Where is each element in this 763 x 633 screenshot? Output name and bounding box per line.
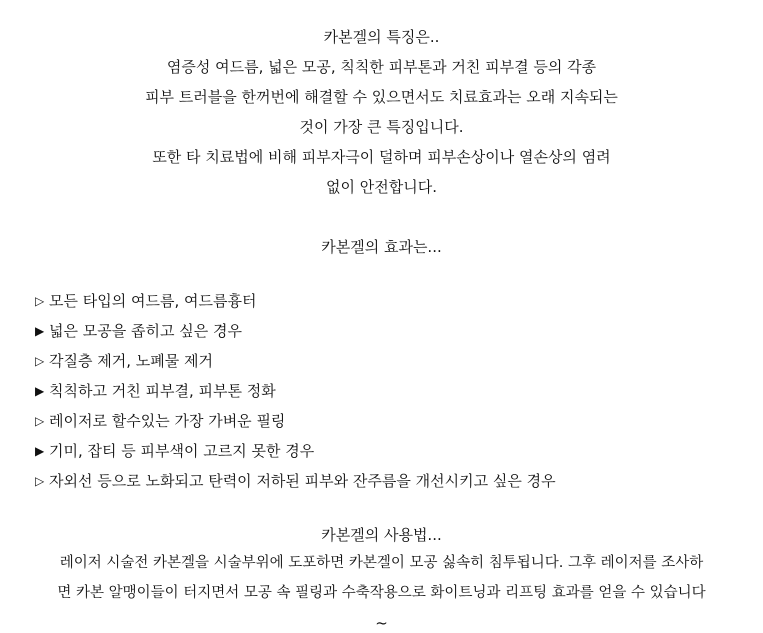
features-line-2: 피부 트러블을 한꺼번에 해결할 수 있으면서도 치료효과는 오래 지속되는 bbox=[145, 88, 618, 106]
effects-item-text: 넓은 모공을 좁히고 싶은 경우 bbox=[49, 322, 242, 340]
effects-item-text: 레이저로 할수있는 가장 가벼운 필링 bbox=[49, 412, 286, 430]
hollow-triangle-bullet-icon: ▷ bbox=[35, 414, 45, 428]
effects-item-text: 기미, 잡티 등 피부색이 고르지 못한 경우 bbox=[49, 442, 315, 460]
filled-triangle-bullet-icon: ▶ bbox=[35, 444, 45, 458]
usage-heading: 카본겔의 사용법... bbox=[321, 526, 442, 544]
filled-triangle-bullet-icon: ▶ bbox=[35, 324, 45, 338]
effects-list-item bbox=[35, 321, 242, 341]
features-line-4: 또한 타 치료법에 비해 피부자극이 덜하며 피부손상이나 열손상의 염려 bbox=[152, 148, 611, 166]
effects-item-text: 자외선 등으로 노화되고 탄력이 저하된 피부와 잔주름을 개선시키고 싶은 경우 bbox=[49, 472, 556, 490]
hollow-triangle-bullet-icon: ▷ bbox=[35, 354, 45, 368]
effects-item-text: 칙칙하고 거친 피부결, 피부톤 정화 bbox=[49, 382, 276, 400]
hollow-triangle-bullet-icon: ▷ bbox=[35, 294, 45, 308]
effects-list-item bbox=[35, 411, 285, 431]
effects-item-text: 모든 타입의 여드름, 여드름흉터 bbox=[49, 292, 257, 310]
effects-list-item bbox=[35, 291, 256, 311]
filled-triangle-bullet-icon: ▶ bbox=[35, 384, 45, 398]
effects-list-item bbox=[35, 381, 276, 401]
effects-heading: 카본겔의 효과는... bbox=[321, 238, 442, 256]
usage-line-2: 면 카본 알맹이들이 터지면서 모공 속 필링과 수축작용으로 화이트닝과 리프팅 효과를 얻을 수 있습니다 bbox=[57, 585, 706, 601]
effects-list-item bbox=[35, 441, 314, 461]
features-line-5: 없이 안전합니다. bbox=[326, 178, 437, 196]
features-heading: 카본겔의 특징은.. bbox=[323, 28, 440, 46]
effects-list-item bbox=[35, 351, 213, 371]
usage-line-1: 레이저 시술전 카본겔을 시술부위에 도포하면 카본겔이 모공 싫속히 침투됩니다. 그후 레이저를 조사하 bbox=[59, 555, 704, 571]
hollow-triangle-bullet-icon: ▷ bbox=[35, 474, 45, 488]
usage-trailing-tilde: ~ bbox=[375, 614, 388, 632]
effects-list-item bbox=[35, 471, 556, 491]
features-line-3: 것이 가장 큰 특징입니다. bbox=[299, 118, 464, 136]
effects-item-text: 각질층 제거, 노폐물 제거 bbox=[49, 352, 213, 370]
features-line-1: 염증성 여드름, 넓은 모공, 칙칙한 피부톤과 거친 피부결 등의 각종 bbox=[166, 58, 597, 76]
